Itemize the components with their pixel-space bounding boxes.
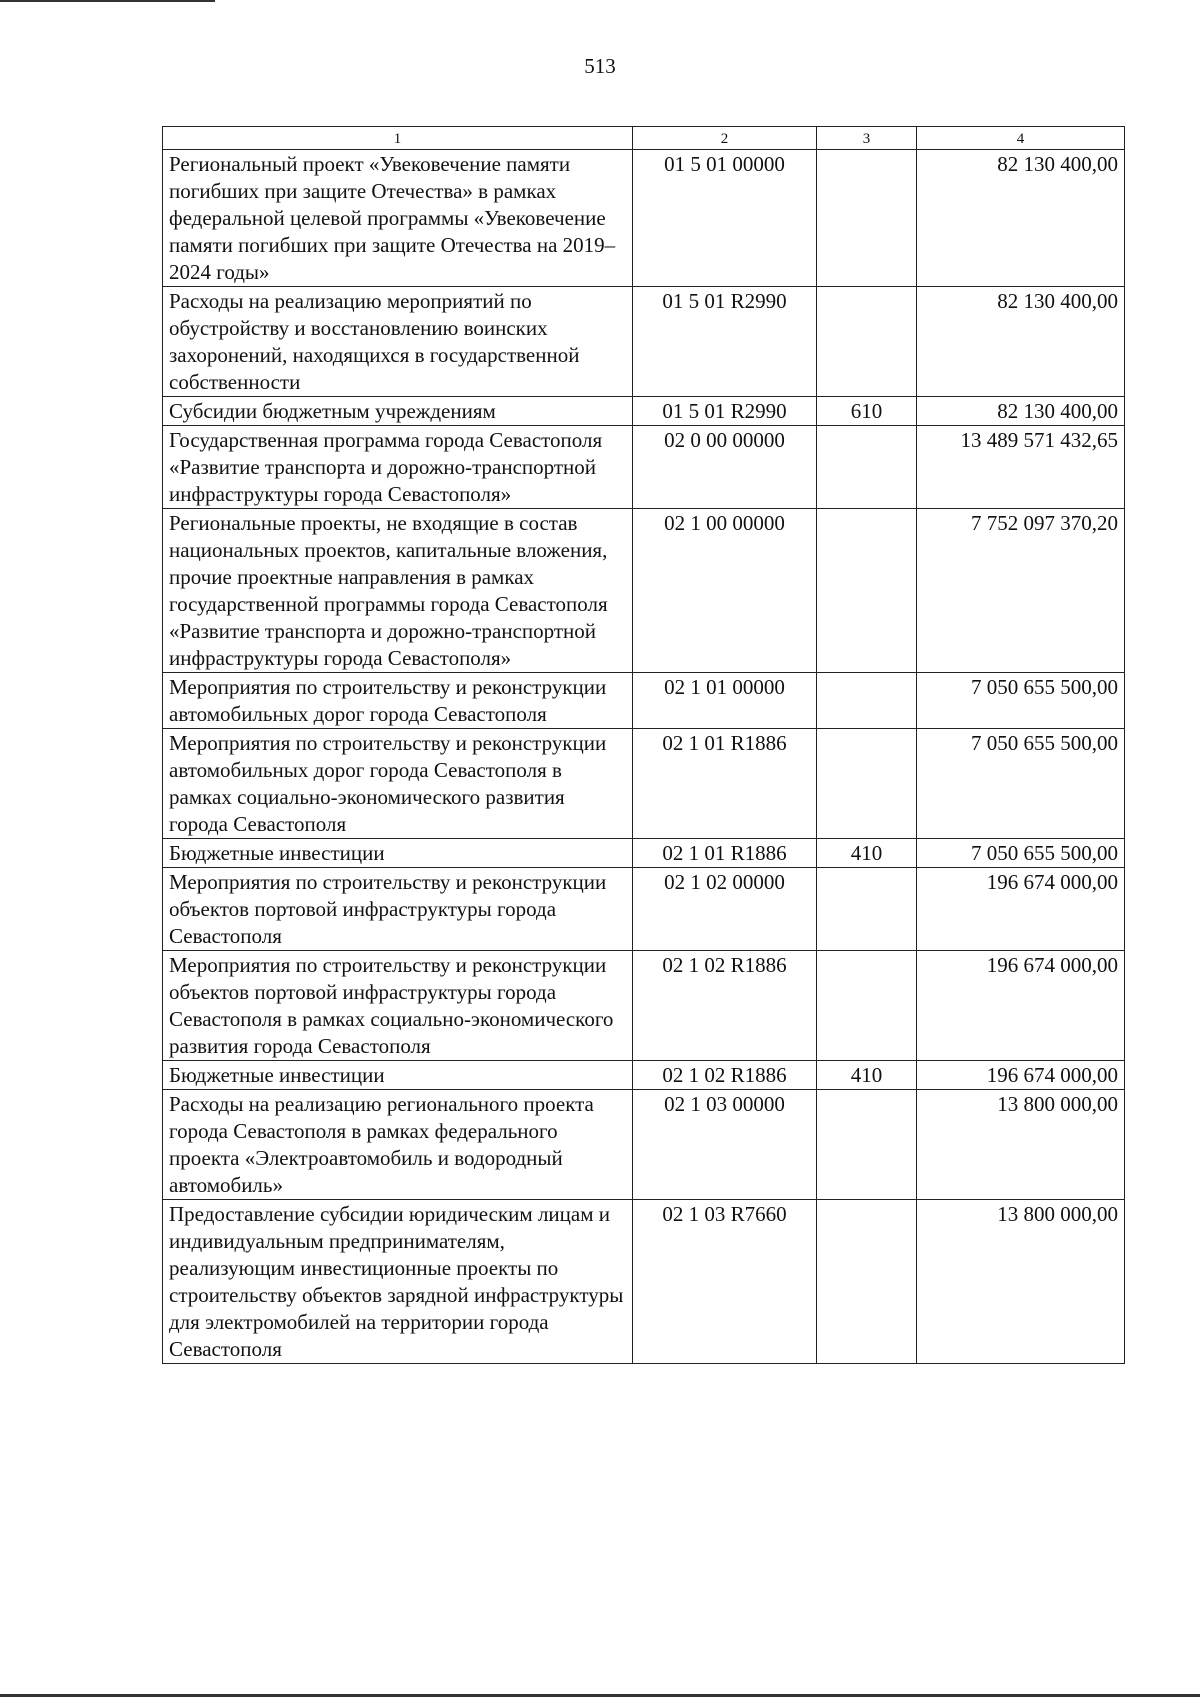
row-name: Расходы на реализацию мероприятий по обустройству и восстановлению воинских захоронений, находящихся в государственной собственности <box>163 287 633 397</box>
column-header-4: 4 <box>917 127 1125 150</box>
row-type <box>817 150 917 287</box>
table-row <box>163 397 1125 426</box>
row-type <box>817 868 917 951</box>
row-type: 410 <box>817 1061 917 1090</box>
header-row <box>163 127 1125 150</box>
page-number: 513 <box>584 54 616 78</box>
row-type: 610 <box>817 397 917 426</box>
table-row <box>163 1200 1125 1364</box>
row-type <box>817 1200 917 1364</box>
table-row <box>163 868 1125 951</box>
row-code: 02 1 02 R1886 <box>633 1061 817 1090</box>
table-row <box>163 673 1125 729</box>
table-row <box>163 150 1125 287</box>
table-row <box>163 729 1125 839</box>
row-sum: 13 800 000,00 <box>917 1200 1125 1364</box>
row-name: Предоставление субсидии юридическим лицам и индивидуальным предпринимателям, реализующим инвестиционные проекты по строительству объектов зарядной инфраструктуры для электромобилей на территории города Севастополя <box>163 1200 633 1364</box>
row-code: 02 1 01 R1886 <box>633 839 817 868</box>
bottom-edge-rule <box>0 1694 1200 1697</box>
table-row <box>163 426 1125 509</box>
row-sum: 82 130 400,00 <box>917 150 1125 287</box>
row-code: 02 1 02 00000 <box>633 868 817 951</box>
row-name: Мероприятия по строительству и реконструкции объектов портовой инфраструктуры города Севастополя в рамках социально-экономического развития города Севастополя <box>163 951 633 1061</box>
table-row <box>163 839 1125 868</box>
row-type: 410 <box>817 839 917 868</box>
row-sum: 7 050 655 500,00 <box>917 839 1125 868</box>
row-name: Государственная программа города Севастополя «Развитие транспорта и дорожно-транспортной инфраструктуры города Севастополя» <box>163 426 633 509</box>
top-edge-rule <box>0 0 215 2</box>
row-sum: 196 674 000,00 <box>917 868 1125 951</box>
row-name: Мероприятия по строительству и реконструкции автомобильных дорог города Севастополя в рамках социально-экономического развития города Севастополя <box>163 729 633 839</box>
row-code: 01 5 01 00000 <box>633 150 817 287</box>
row-code: 01 5 01 R2990 <box>633 397 817 426</box>
row-code: 02 1 01 R1886 <box>633 729 817 839</box>
row-code: 02 1 03 00000 <box>633 1090 817 1200</box>
row-type <box>817 426 917 509</box>
row-name: Расходы на реализацию регионального проекта города Севастополя в рамках федерального проекта «Электроавтомобиль и водородный автомобиль» <box>163 1090 633 1200</box>
table-row <box>163 287 1125 397</box>
column-header-3: 3 <box>817 127 917 150</box>
row-code: 02 1 03 R7660 <box>633 1200 817 1364</box>
row-code: 01 5 01 R2990 <box>633 287 817 397</box>
row-sum: 196 674 000,00 <box>917 1061 1125 1090</box>
row-type <box>817 509 917 673</box>
row-code: 02 1 02 R1886 <box>633 951 817 1061</box>
row-sum: 82 130 400,00 <box>917 287 1125 397</box>
column-header-2: 2 <box>633 127 817 150</box>
row-name: Бюджетные инвестиции <box>163 1061 633 1090</box>
row-sum: 13 489 571 432,65 <box>917 426 1125 509</box>
row-name: Бюджетные инвестиции <box>163 839 633 868</box>
row-sum: 13 800 000,00 <box>917 1090 1125 1200</box>
row-code: 02 1 01 00000 <box>633 673 817 729</box>
row-name: Мероприятия по строительству и реконструкции объектов портовой инфраструктуры города Севастополя <box>163 868 633 951</box>
row-type <box>817 729 917 839</box>
row-sum: 7 050 655 500,00 <box>917 673 1125 729</box>
row-type <box>817 287 917 397</box>
row-sum: 82 130 400,00 <box>917 397 1125 426</box>
row-type <box>817 951 917 1061</box>
table-row <box>163 509 1125 673</box>
row-name: Региональный проект «Увековечение памяти погибших при защите Отечества» в рамках федеральной целевой программы «Увековечение памяти погибших при защите Отечества на 2019–2024 годы» <box>163 150 633 287</box>
table-row <box>163 951 1125 1061</box>
column-header-1: 1 <box>163 127 633 150</box>
budget-table <box>162 126 1125 1364</box>
row-type <box>817 673 917 729</box>
row-sum: 7 752 097 370,20 <box>917 509 1125 673</box>
row-code: 02 1 00 00000 <box>633 509 817 673</box>
row-type <box>817 1090 917 1200</box>
table-row <box>163 1090 1125 1200</box>
row-name: Субсидии бюджетным учреждениям <box>163 397 633 426</box>
row-name: Мероприятия по строительству и реконструкции автомобильных дорог города Севастополя <box>163 673 633 729</box>
table-row <box>163 1061 1125 1090</box>
row-sum: 7 050 655 500,00 <box>917 729 1125 839</box>
row-code: 02 0 00 00000 <box>633 426 817 509</box>
row-sum: 196 674 000,00 <box>917 951 1125 1061</box>
row-name: Региональные проекты, не входящие в состав национальных проектов, капитальные вложения, прочие проектные направления в рамках государственной программы города Севастополя «Развитие транспорта и дорожно-транспортной инфраструктуры города Севастополя» <box>163 509 633 673</box>
